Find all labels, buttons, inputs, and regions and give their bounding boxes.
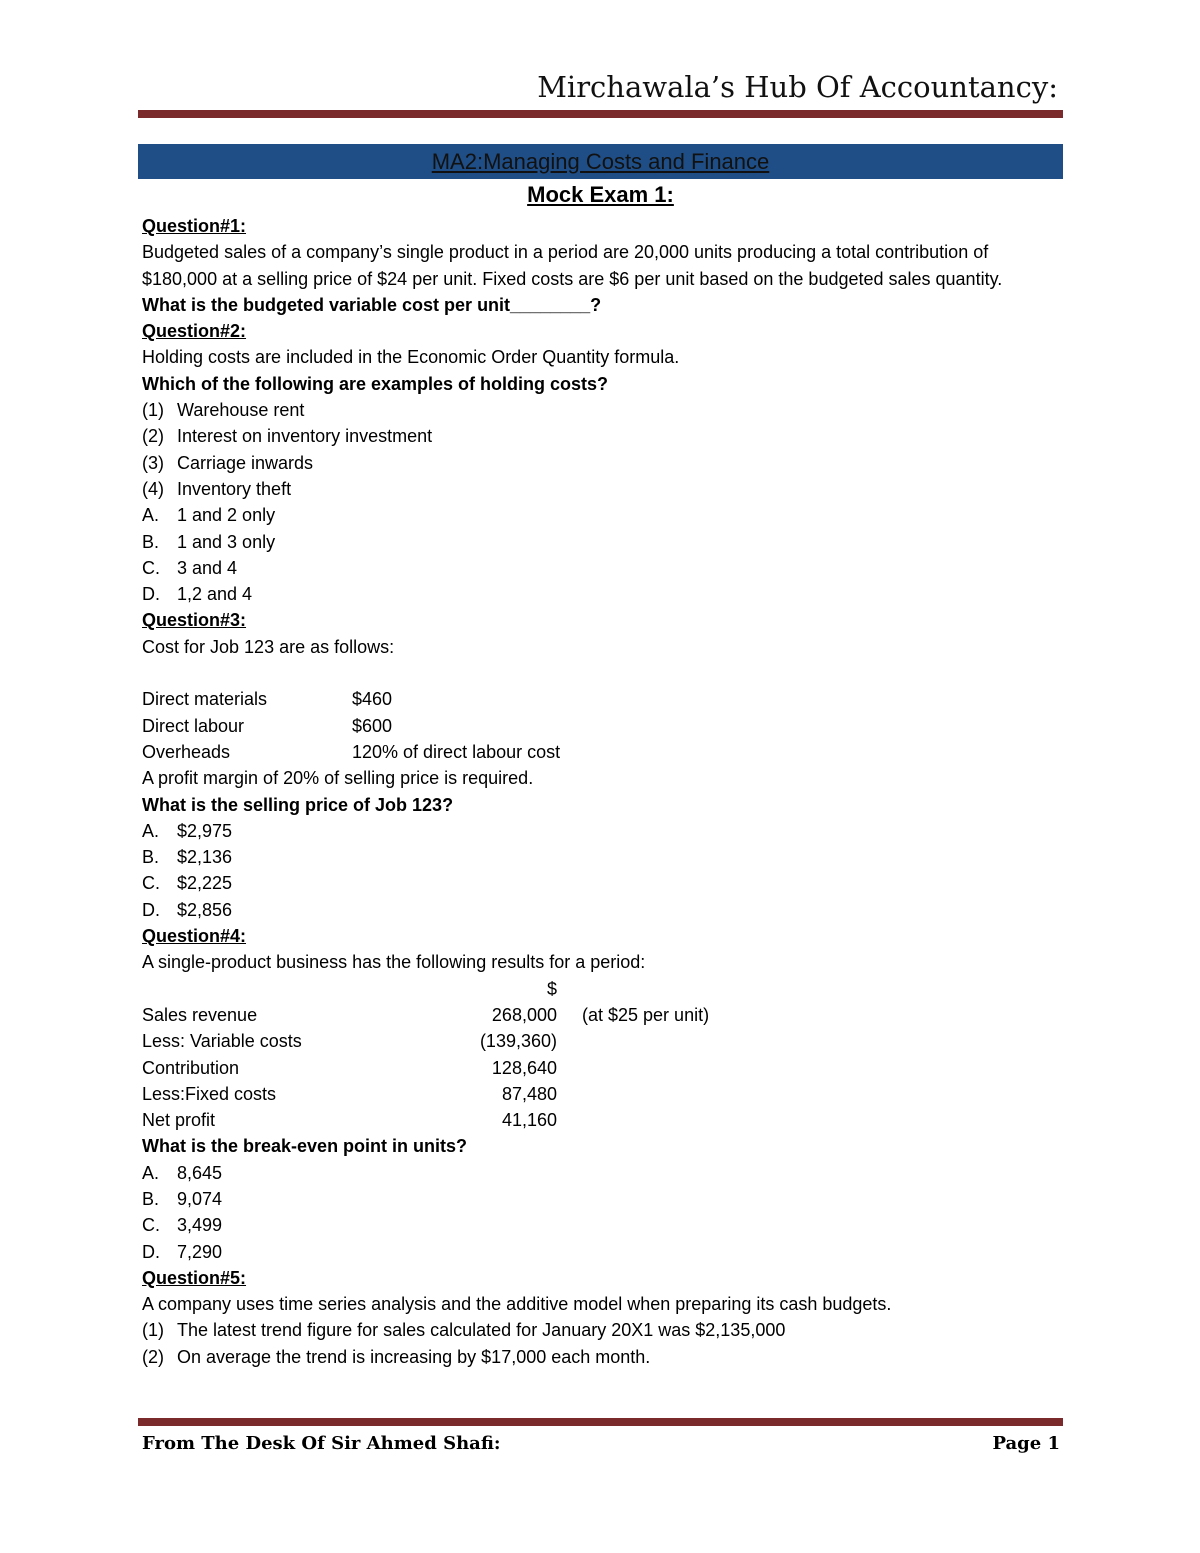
- currency-header-row: [142, 976, 1062, 1002]
- result-row: Less:Fixed costs 87,480: [142, 1083, 557, 1104]
- answer-option: B. 1 and 3 only: [142, 531, 276, 552]
- question-1-prompt: What is the budgeted variable cost per unit________?: [142, 294, 602, 315]
- list-item: (3) Carriage inwards: [142, 452, 314, 473]
- answer-option: C. 3,499: [142, 1215, 223, 1236]
- result-row: Net profit 41,160: [142, 1110, 557, 1131]
- answer-option: C. $2,225: [142, 873, 233, 894]
- question-3-heading: Question#3:: [142, 610, 247, 631]
- answer-option: D. 7,290: [142, 1241, 223, 1262]
- page-number: Page 1: [992, 1433, 1060, 1454]
- list-item: (1) Warehouse rent: [142, 400, 305, 421]
- question-4-text: A single-product business has the following results for a period:: [142, 952, 646, 973]
- answer-option: A. 1 and 2 only: [142, 505, 276, 526]
- answer-option: A. 8,645: [142, 1162, 223, 1183]
- question-2-text: Holding costs are included in the Economic Order Quantity formula.: [142, 347, 680, 368]
- question-5-text: A company uses time series analysis and the additive model when preparing its cash budgets.: [142, 1294, 892, 1315]
- question-3-text: Cost for Job 123 are as follows:: [142, 636, 395, 657]
- question-1-text: Budgeted sales of a company’s single product in a period are 20,000 units producing a total contribution of $180,000 at a selling price of $24 per unit. Fixed costs are $6 per unit based on the budgeted sales quantity.: [142, 242, 1003, 289]
- question-4-heading: Question#4:: [142, 926, 247, 947]
- page-header-title: Mirchawala’s Hub Of Accountancy:: [537, 70, 1058, 104]
- question-5-heading: Question#5:: [142, 1267, 247, 1288]
- cost-row: Direct materials $460: [142, 689, 393, 710]
- list-item: (1) The latest trend figure for sales calculated for January 20X1 was $2,135,000: [142, 1320, 786, 1341]
- currency-header: $: [546, 978, 557, 999]
- list-item: (2) Interest on inventory investment: [142, 426, 433, 447]
- footer-divider: [138, 1418, 1063, 1426]
- question-3-margin-text: A profit margin of 20% of selling price is required.: [142, 768, 534, 789]
- cost-row: Direct labour $600: [142, 715, 393, 736]
- question-1-heading: Question#1:: [142, 216, 247, 236]
- answer-option: D. $2,856: [142, 899, 233, 920]
- answer-option: B. 9,074: [142, 1188, 223, 1209]
- banner-title: MA2:Managing Costs and Finance: [431, 148, 770, 174]
- question-2-heading: Question#2:: [142, 321, 247, 342]
- list-item: (2) On average the trend is increasing by $17,000 each month.: [142, 1346, 651, 1367]
- result-row: Contribution 128,640: [142, 1057, 557, 1078]
- exam-subtitle: Mock Exam 1:: [527, 182, 674, 207]
- result-row: Less: Variable costs (139,360): [142, 1031, 557, 1052]
- result-row: Sales revenue 268,000 (at $25 per unit): [142, 1004, 710, 1025]
- answer-option: B. $2,136: [142, 847, 233, 868]
- header-divider: [138, 110, 1063, 118]
- question-3-prompt: What is the selling price of Job 123?: [142, 794, 454, 815]
- question-4-prompt: What is the break-even point in units?: [142, 1136, 468, 1157]
- document-body: [142, 213, 1062, 1370]
- list-item: (4) Inventory theft: [142, 478, 292, 499]
- answer-option: A. $2,975: [142, 820, 233, 841]
- answer-option: D. 1,2 and 4: [142, 584, 253, 605]
- cost-row: Overheads 120% of direct labour cost: [142, 741, 561, 762]
- spacer: [142, 660, 1062, 686]
- footer-author: From The Desk Of Sir Ahmed Shafi:: [142, 1433, 501, 1454]
- answer-option: C. 3 and 4: [142, 557, 238, 578]
- question-2-prompt: Which of the following are examples of holding costs?: [142, 373, 609, 394]
- title-banner: [138, 144, 1063, 179]
